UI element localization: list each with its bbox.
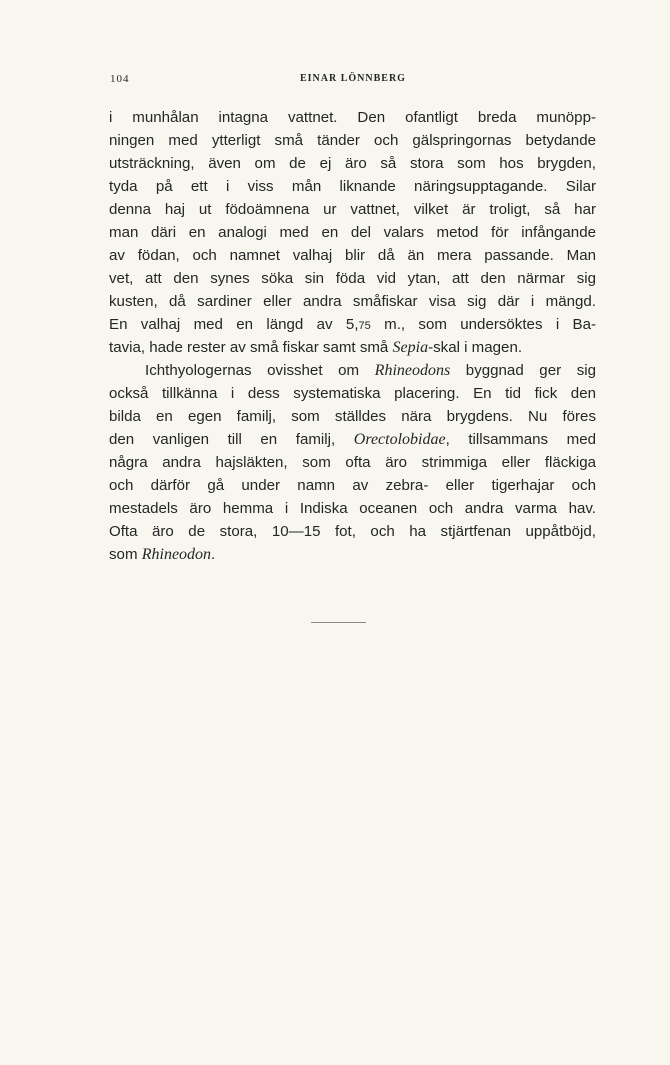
text-segment: bilda en egen familj, som ställdes nära brygdens. Nu föres	[109, 408, 596, 425]
text-segment: .	[211, 546, 216, 563]
text-segment: kusten, då sardiner eller andra småfiskar visa sig där i mängd.	[109, 293, 596, 310]
text-line	[109, 244, 596, 267]
text-line	[109, 520, 596, 543]
text-line	[109, 267, 596, 290]
subscript-text: 75	[358, 320, 371, 332]
text-line	[109, 382, 596, 405]
text-segment: vet, att den synes söka sin föda vid ytan, att den närmar sig	[109, 270, 596, 287]
text-segment: En valhaj med en längd av 5,	[109, 316, 359, 333]
text-segment: utsträckning, även om de ej äro så stora som hos brygden,	[109, 155, 596, 172]
text-segment: -skal i magen.	[428, 339, 523, 356]
italic-text: Rhineodon	[141, 546, 212, 563]
text-line	[109, 451, 596, 474]
text-segment: m., som undersöktes i Ba-	[370, 316, 597, 333]
italic-text: Orectolobidae	[353, 431, 446, 448]
text-line	[109, 543, 596, 566]
text-line	[109, 221, 596, 244]
text-segment: också tillkänna i dess systematiska placering. En tid fick den	[109, 385, 596, 402]
page-header	[110, 73, 595, 89]
text-segment: denna haj ut födoämnena ur vattnet, vilket är troligt, så har	[109, 201, 596, 218]
text-line	[109, 129, 596, 152]
body-text	[109, 106, 596, 566]
text-line	[109, 497, 596, 520]
text-segment: tavia, hade rester av små fiskar samt små	[109, 339, 393, 356]
text-line	[109, 198, 596, 221]
text-segment: den vanligen till en familj,	[109, 431, 354, 448]
text-segment: ningen med ytterligt små tänder och gälspringornas betydande	[109, 132, 596, 149]
page-number: 104	[110, 73, 130, 85]
text-line	[109, 175, 596, 198]
running-head: EINAR LÖNNBERG	[300, 73, 406, 84]
text-line	[109, 359, 596, 382]
text-segment: som	[109, 546, 142, 563]
text-line	[109, 313, 596, 336]
text-line	[109, 336, 596, 359]
italic-text: Rhineodons	[374, 362, 451, 379]
text-segment: och därför gå under namn av zebra- eller tigerhajar och	[109, 477, 596, 494]
text-segment: man däri en analogi med en del valars metod för infångande	[109, 224, 596, 241]
italic-text: Sepia	[392, 339, 429, 356]
text-segment: , tillsammans med	[445, 431, 596, 448]
section-divider	[311, 622, 366, 623]
text-line	[109, 106, 596, 129]
text-line	[109, 290, 596, 313]
text-segment: i munhålan intagna vattnet. Den ofantligt breda munöpp-	[109, 109, 596, 126]
text-line	[109, 152, 596, 175]
text-segment: byggnad ger sig	[450, 362, 597, 379]
text-line	[109, 405, 596, 428]
text-segment: några andra hajsläkten, som ofta äro strimmiga eller fläckiga	[109, 454, 596, 471]
text-segment: mestadels äro hemma i Indiska oceanen och andra varma hav.	[109, 500, 596, 517]
text-segment: av födan, och namnet valhaj blir då än mera passande. Man	[109, 247, 596, 264]
text-line	[109, 428, 596, 451]
text-line	[109, 474, 596, 497]
text-segment: tyda på ett i viss mån liknande näringsupptagande. Silar	[109, 178, 596, 195]
text-segment: Ofta äro de stora, 10—15 fot, och ha stjärtfenan uppåtböjd,	[109, 523, 596, 540]
text-segment: Ichthyologernas ovisshet om	[145, 362, 375, 379]
